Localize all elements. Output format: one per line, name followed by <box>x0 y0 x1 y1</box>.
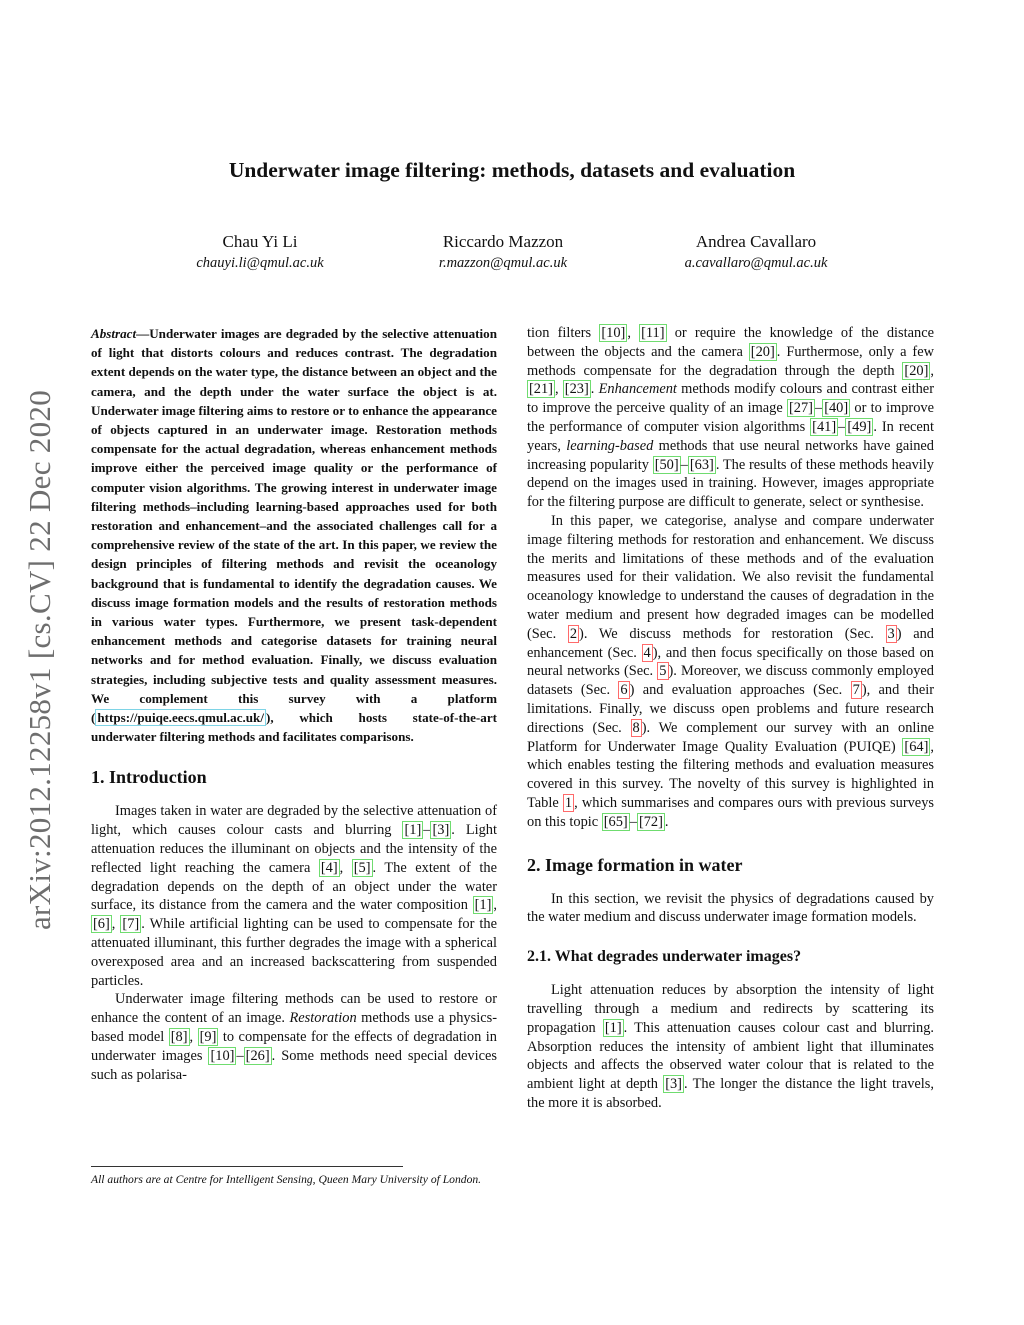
citation-link[interactable]: [6] <box>93 916 110 933</box>
citation-link[interactable]: [10] <box>601 325 626 341</box>
citation-link[interactable]: [50] <box>654 456 679 473</box>
citation-link[interactable]: [1] <box>404 822 422 839</box>
citation-link[interactable]: [27] <box>789 400 813 417</box>
citation-link[interactable]: [7] <box>122 916 140 933</box>
citation-link[interactable]: [1] <box>604 1019 622 1036</box>
citation-link[interactable]: [8] <box>170 1029 188 1046</box>
citation-link[interactable]: [20] <box>904 362 929 379</box>
citation-link[interactable]: [5] <box>353 859 371 876</box>
paper-title: Underwater image filtering: methods, datasets and evaluation <box>228 158 796 182</box>
citation-link[interactable]: [41] <box>812 418 837 435</box>
section-link[interactable]: 7 <box>852 682 860 699</box>
footnote-rule <box>91 1166 403 1167</box>
author-name: Riccardo Mazzon <box>442 232 564 251</box>
citation-link[interactable]: [63] <box>689 456 714 473</box>
subsection-heading-what-degrades: 2.1. What degrades underwater images? <box>527 948 802 966</box>
citation-link[interactable]: [72] <box>638 813 663 830</box>
author-email[interactable]: a.cavallaro@qmul.ac.uk <box>684 255 828 271</box>
section-link[interactable]: 4 <box>643 644 651 661</box>
author-block <box>606 232 906 272</box>
section-heading-image-formation: 2. Image formation in water <box>527 854 743 875</box>
section-link[interactable]: 5 <box>659 663 667 680</box>
intro-paragraph-3: In this paper, we categorise, analyse and compare underwater image filtering methods for restoration and enhancement. We discuss the merits and limitations of these methods and of the evaluation measures used for their validation. We also revisit the fundamental oceanology knowledge to understand the causes of degradation in the water medium and present how degraded images can be modelled (Sec. 2 ). We discuss methods for restoration (Sec. 3 ) and enhancement (Sec. 4 ), and then focus specifically on those based on neural networks (Sec. 5 ). Moreover, we discuss commonly employed datasets (Sec. 6 ) and evaluation approaches (Sec. 7 ), and their limitations. Finally, we discuss open problems and future research directions (Sec. 8 ). We complement our survey with an online Platform for Underwater Image Quality Evaluation (PUIQE) [64] , which enables testing the filtering methods and evaluation measures covered in this survey. The novelty of this survey is highlighted in Table 1 , which summarises and compares ours with previous surveys on this topic [65] – [72] . <box>527 512 935 830</box>
section-link[interactable]: 6 <box>620 682 628 699</box>
citation-link[interactable]: [9] <box>199 1029 217 1046</box>
citation-link[interactable]: [26] <box>245 1047 270 1064</box>
intro-paragraph-1: Images taken in water are degraded by the selective attenuation of light, which causes colour casts and blurring [1] – [3] . Light attenuation reduces the illuminant on objects and the intensity of the reflected light reaching the camera [4] , [5] . The extent of the degradation depends on the depth of an object under the water surface, its distance from the camera and the water composition [1] , [6] , [7] . While artificial lighting can be used to compensate for the attenuated illuminant, this further degrades the image with a spherical overexposed area and an increased backscattering from suspended particles. <box>91 803 497 989</box>
intro-paragraph-continued: tion filters [10] , [11] or require the knowledge of the distance between the objects and the camera [20] . Furthermose, only a few methods compensate for the degradation through the depth [20] , [21] , [23] . Enhancement methods modify colours and contrast either to improve the perceive quality of an image [27] – [40] or to improve the performance of computer vision algorithms [41] – [49] . In recent years, learning-based methods that use neural networks have gained increasing popularity [50] – [63] . The results of these methods heavily depend on the images used in training. However, images appropriate for the filtering purpose are difficult to generate, select or synthesise. <box>527 325 935 511</box>
citation-link[interactable]: [10] <box>210 1047 235 1064</box>
author-email[interactable]: chauyi.li@qmul.ac.uk <box>196 255 324 271</box>
citation-link[interactable]: [11] <box>641 325 665 341</box>
abstract-label: Abstract <box>91 326 137 341</box>
author-name: Chau Yi Li <box>222 232 298 251</box>
section-link[interactable]: 8 <box>632 719 640 736</box>
section-heading-introduction: 1. Introduction <box>91 767 207 788</box>
arxiv-sidebar <box>10 350 70 970</box>
author-email[interactable]: r.mazzon@qmul.ac.uk <box>438 255 568 271</box>
citation-link[interactable]: [49] <box>847 418 872 435</box>
section-link[interactable]: 3 <box>887 625 895 642</box>
citation-link[interactable]: [4] <box>320 859 338 876</box>
citation-link[interactable]: [40] <box>824 400 849 417</box>
citation-link[interactable]: [1] <box>474 897 492 914</box>
left-column <box>91 324 497 1084</box>
arxiv-identifier: arXiv:2012.12258v1 [cs.CV] 22 Dec 2020 <box>22 389 58 931</box>
citation-link[interactable]: [3] <box>432 822 450 839</box>
citation-link[interactable]: [21] <box>529 381 553 398</box>
author-name: Andrea Cavallaro <box>695 232 817 251</box>
citation-link[interactable]: [65] <box>603 813 628 830</box>
citation-link[interactable]: [64] <box>904 738 929 755</box>
citation-link[interactable]: [3] <box>665 1076 682 1093</box>
right-column <box>527 324 934 1113</box>
section2-paragraph: In this section, we revisit the physics of degradations caused by the water medium and discuss underwater image formation models. <box>527 890 934 926</box>
table-link[interactable]: 1 <box>564 794 573 811</box>
subsection-paragraph: Light attenuation reduces by absorption the intensity of light travelling through a medium and redirects by scattering its propagation [1] . This attenuation causes colour cast and blurring. Absorption reduces the intensity of ambient light that illuminates objects and affects the observed water colour that is related to the ambient light at depth [3] . The longer the distance the light travels, the more it is absorbed. <box>527 982 934 1111</box>
intro-paragraph-2: Underwater image filtering methods can be used to restore or enhance the content of an image. Restoration methods use a physics-based model [8] , [9] to compensate for the effects of degradation in underwater images [10] – [26] . Some methods need special devices such as polarisa- <box>91 991 497 1083</box>
footnote: All authors are at Centre for Intelligent Sensing, Queen Mary University of London. <box>91 1173 482 1186</box>
section-link[interactable]: 2 <box>569 625 578 642</box>
citation-link[interactable]: [20] <box>750 343 775 360</box>
abstract: Abstract—Underwater images are degraded by the selective attenuation of light that distorts colours and reduces contrast. The degradation extent depends on the water type, the distance between an object and the camera, and the depth under the water surface the object is at. Underwater image filtering aims to restore or to enhance the appearance of objects captured in an underwater image. Restoration methods compensate for the actual degradation, whereas enhancement methods improve either the perceived image quality or the performance of computer vision algorithms. The growing interest in underwater image filtering methods–including learning-based approaches used for both restoration and enhancement–and the associated challenges call for a comprehensive review of the state of the art. In this paper, we review the design principles of filtering methods and revisit the oceanology background that is fundamental to identify the degradation causes. We discuss image formation models and the results of restoration methods in various water types. Furthermore, we present task-dependent enhancement methods and categorise datasets for training neural networks and for method evaluation. Finally, we discuss evaluation strategies, including subjective tests and quality assessment measures. We complement this survey with a platform ( https://puiqe.eecs.qmul.ac.uk/ ), which hosts state-of-the-art underwater filtering methods and facilitates comparisons. <box>91 326 497 745</box>
citation-link[interactable]: [23] <box>564 381 589 398</box>
platform-link[interactable]: https://puiqe.eecs.qmul.ac.uk/ <box>97 710 264 726</box>
